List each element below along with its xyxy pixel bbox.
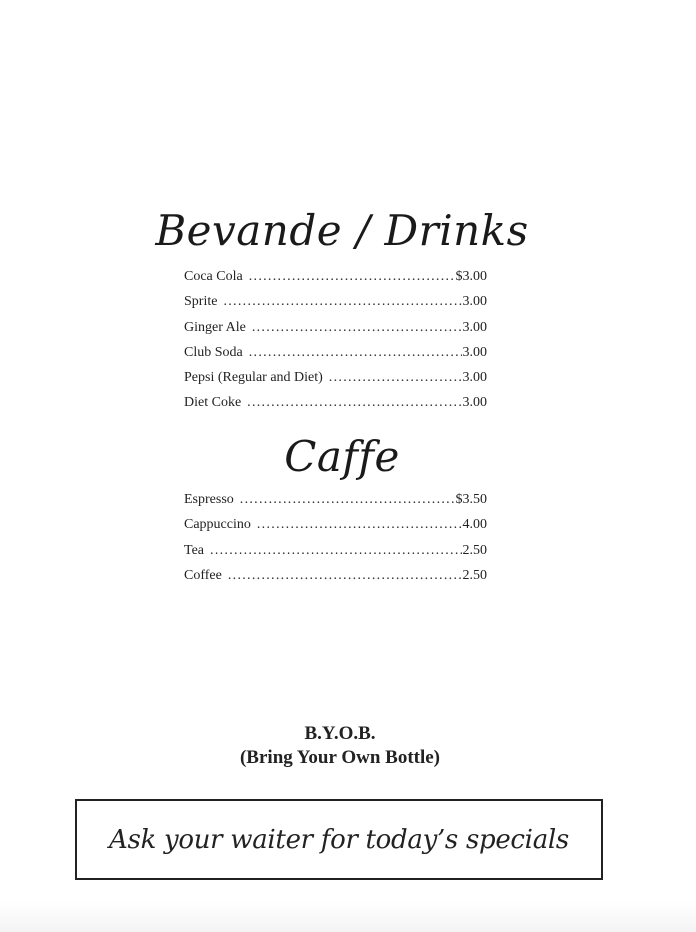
menu-item [184, 517, 487, 542]
byob-notice [0, 722, 680, 770]
menu-item [184, 294, 487, 319]
item-price: 2.50 [462, 567, 487, 583]
item-name: Ginger Ale [184, 319, 246, 335]
item-price: 3.00 [462, 319, 487, 335]
menu-item [184, 269, 487, 294]
dot-leader [329, 370, 462, 386]
drinks-section-title: Bevande / Drinks [155, 206, 529, 255]
item-price: 3.00 [462, 294, 487, 310]
menu-item [184, 395, 487, 420]
item-price: 4.00 [462, 517, 487, 533]
dot-leader [249, 345, 462, 361]
dot-leader [252, 320, 462, 336]
item-name: Sprite [184, 294, 218, 310]
menu-item [184, 345, 487, 370]
dot-leader [210, 543, 461, 559]
dot-leader [247, 395, 461, 411]
item-price: $3.50 [455, 492, 487, 507]
byob-heading: B.Y.O.B. [304, 723, 376, 744]
item-name: Diet Coke [184, 395, 242, 411]
dot-leader [257, 517, 462, 533]
item-price: 3.00 [462, 370, 487, 386]
dot-leader [228, 568, 462, 584]
menu-item [184, 543, 487, 568]
caffe-list [184, 492, 487, 593]
menu-item [184, 492, 487, 517]
caffe-section-title: Caffe [284, 432, 400, 481]
item-price: 3.00 [462, 344, 487, 360]
drinks-list [184, 269, 487, 421]
item-name: Club Soda [184, 344, 243, 360]
item-name: Tea [184, 542, 205, 558]
specials-box [75, 799, 603, 880]
item-name: Coca Cola [184, 269, 243, 284]
dot-leader [223, 294, 461, 310]
menu-item [184, 320, 487, 345]
byob-subheading: (Bring Your Own Bottle) [239, 747, 441, 768]
item-name: Cappuccino [184, 517, 251, 533]
dot-leader [249, 269, 455, 285]
item-price: $3.00 [455, 269, 487, 284]
menu-item [184, 568, 487, 593]
item-price: 2.50 [462, 542, 487, 558]
item-name: Pepsi (Regular and Diet) [184, 370, 323, 386]
specials-text: Ask your waiter for today’s specials [109, 824, 569, 855]
menu-item [184, 370, 487, 395]
page-footer-shade [0, 900, 696, 932]
item-name: Coffee [184, 567, 222, 583]
item-name: Espresso [184, 492, 234, 507]
item-price: 3.00 [462, 395, 487, 411]
dot-leader [240, 492, 455, 508]
